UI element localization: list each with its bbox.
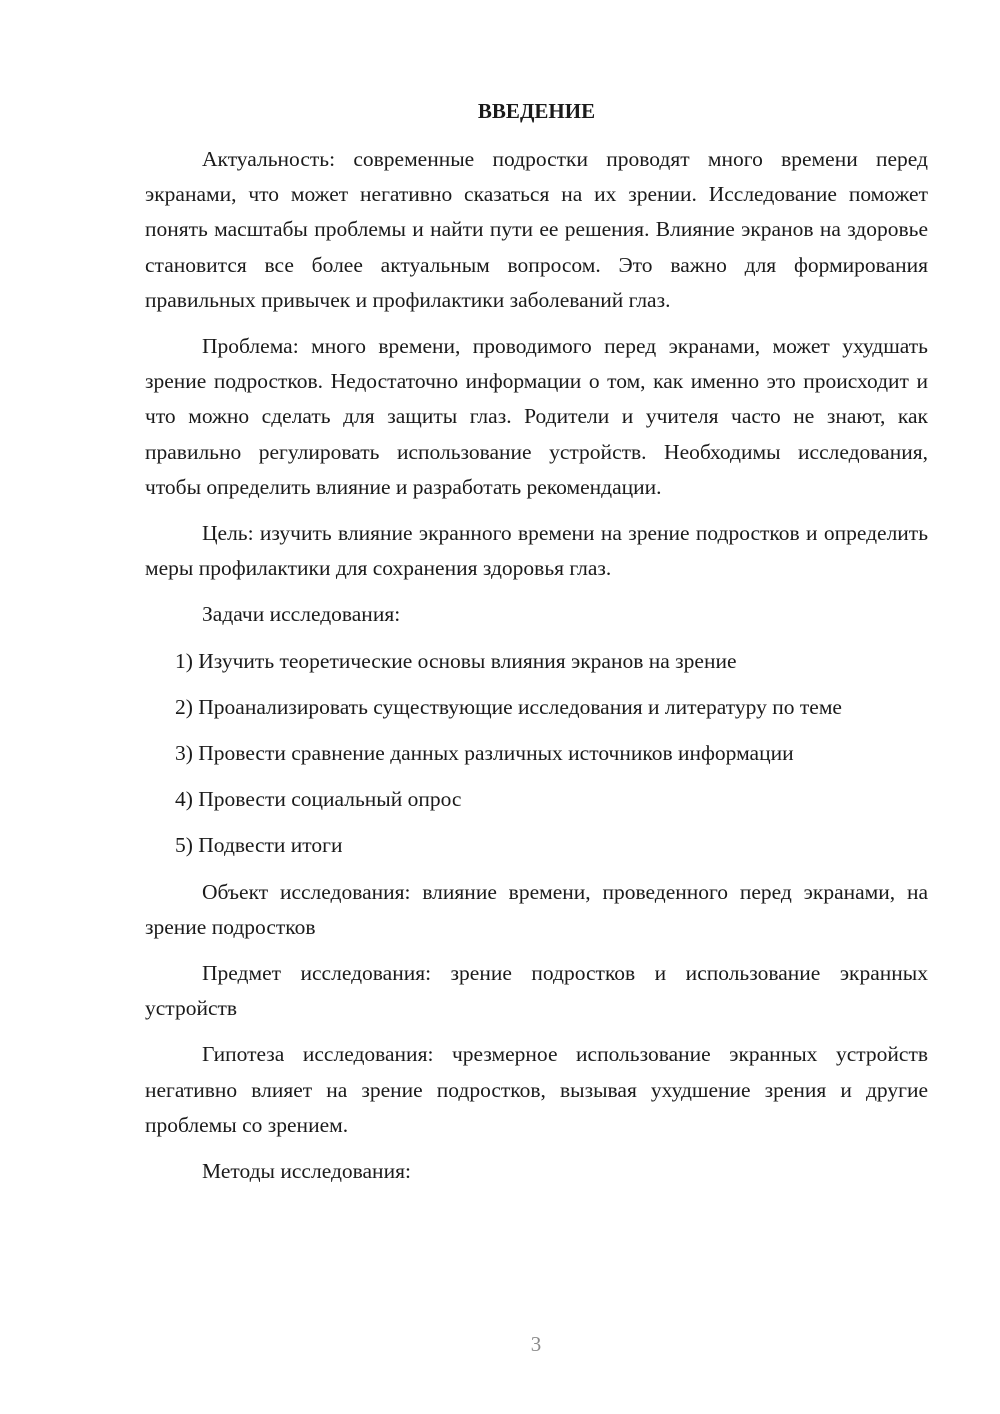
tasks-list — [145, 644, 928, 864]
paragraph-methods-title: Методы исследования: — [202, 1159, 411, 1184]
section-heading: ВВЕДЕНИЕ — [477, 99, 596, 123]
paragraph-relevance: Актуальность: современные подростки проводят много времени перед экранами, что может негативно сказаться на их зрении. Исследование поможет понять масштабы проблемы и найти пути ее решения. Влияние экранов на здоровье становится все более актуальным вопросом. Это важно для формирования правильных привычек и профилактики заболеваний глаз. — [145, 147, 928, 312]
document-body — [145, 142, 928, 1189]
paragraph-goal: Цель: изучить влияние экранного времени на зрение подростков и определить меры профилактики для сохранения здоровья глаз. — [145, 521, 928, 581]
paragraph-subject: Предмет исследования: зрение подростков и использование экранных устройств — [145, 961, 928, 1021]
paragraph-tasks-title: Задачи исследования: — [202, 602, 401, 627]
paragraph-hypothesis: Гипотеза исследования: чрезмерное использование экранных устройств негативно влияет на зрение подростков, вызывая ухудшение зрения и другие проблемы со зрением. — [145, 1042, 928, 1137]
list-item-task-3: 3) Провести сравнение данных различных источников информации — [175, 741, 794, 766]
list-item-task-2: 2) Проанализировать существующие исследования и литературу по теме — [175, 694, 842, 719]
paragraph-object: Объект исследования: влияние времени, проведенного перед экранами, на зрение подростков — [145, 879, 928, 939]
list-item-task-1: 1) Изучить теоретические основы влияния экранов на зрение — [175, 648, 737, 673]
paragraph-problem: Проблема: много времени, проводимого перед экранами, может ухудшать зрение подростков. Недостаточно информации о том, как именно это происходит и что можно сделать для защиты глаз. Родители и учителя часто не знают, как правильно регулировать использование устройств. Необходимы исследования, чтобы определить влияние и разработать рекомендации. — [145, 334, 928, 499]
page-number: 3 — [530, 1332, 542, 1356]
list-item-task-5: 5) Подвести итоги — [175, 833, 343, 858]
list-item-task-4: 4) Провести социальный опрос — [175, 787, 462, 812]
